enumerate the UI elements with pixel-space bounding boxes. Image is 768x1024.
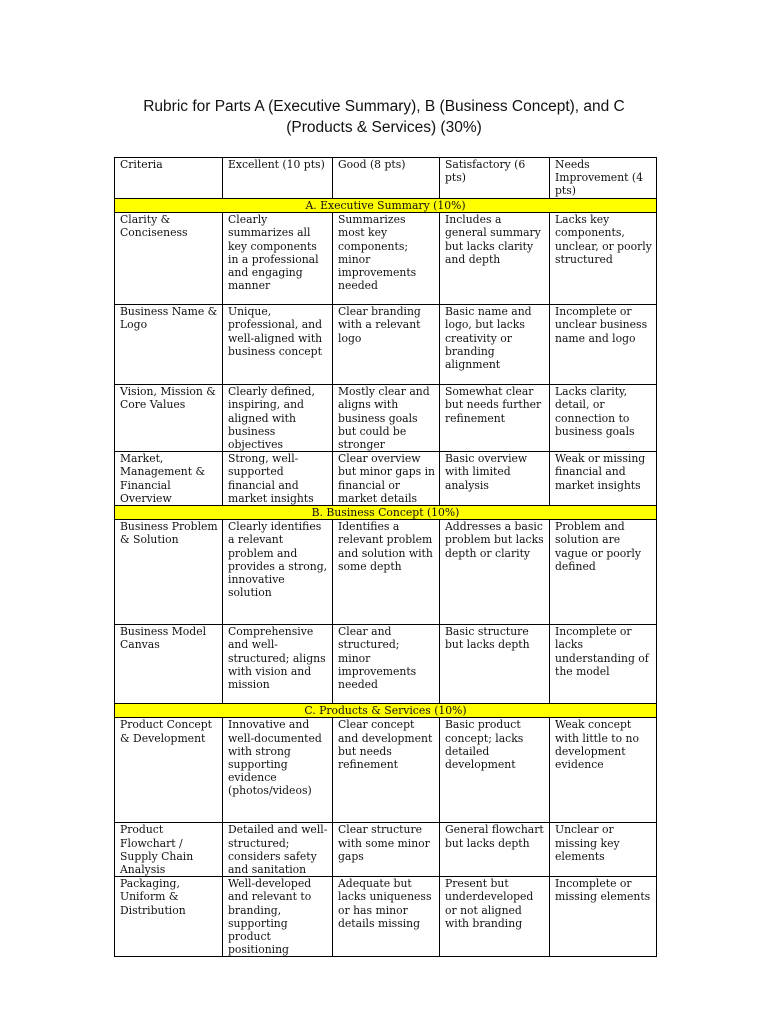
section-title: C. Products & Services (10%) — [115, 704, 657, 718]
satisfactory-cell: General flowchart but lacks depth — [440, 823, 550, 877]
satisfactory-cell: Basic name and logo, but lacks creativity or branding alignment — [440, 305, 550, 385]
table-row — [115, 452, 657, 506]
criteria-cell: Packaging, Uniform & Distribution — [115, 877, 223, 957]
needs-improvement-cell: Lacks clarity, detail, or connection to business goals — [550, 385, 657, 452]
header-needs-improvement: Needs Improvement (4 pts) — [550, 158, 657, 199]
good-cell: Clear and structured; minor improvements needed — [333, 625, 440, 704]
good-cell: Clear overview but minor gaps in financial or market details — [333, 452, 440, 506]
table-row — [115, 385, 657, 452]
criteria-cell: Business Model Canvas — [115, 625, 223, 704]
table-row — [115, 520, 657, 625]
excellent-cell: Clearly defined, inspiring, and aligned with business objectives — [223, 385, 333, 452]
header-row — [115, 158, 657, 199]
excellent-cell: Detailed and well-structured; considers safety and sanitation — [223, 823, 333, 877]
header-satisfactory: Satisfactory (6 pts) — [440, 158, 550, 199]
needs-improvement-cell: Problem and solution are vague or poorly defined — [550, 520, 657, 625]
rubric-table — [114, 157, 657, 957]
needs-improvement-cell: Weak or missing financial and market insights — [550, 452, 657, 506]
header-criteria: Criteria — [115, 158, 223, 199]
satisfactory-cell: Basic overview with limited analysis — [440, 452, 550, 506]
excellent-cell: Well-developed and relevant to branding, supporting product positioning — [223, 877, 333, 957]
excellent-cell: Unique, professional, and well-aligned with business concept — [223, 305, 333, 385]
table-row — [115, 625, 657, 704]
section-header-a — [115, 199, 657, 213]
title-line-2: (Products & Services) (30%) — [286, 119, 482, 136]
needs-improvement-cell: Incomplete or unclear business name and logo — [550, 305, 657, 385]
needs-improvement-cell: Incomplete or lacks understanding of the model — [550, 625, 657, 704]
satisfactory-cell: Basic structure but lacks depth — [440, 625, 550, 704]
table-row — [115, 718, 657, 823]
good-cell: Clear structure with some minor gaps — [333, 823, 440, 877]
table-row — [115, 213, 657, 305]
criteria-cell: Business Problem & Solution — [115, 520, 223, 625]
good-cell: Summarizes most key components; minor improvements needed — [333, 213, 440, 305]
good-cell: Adequate but lacks uniqueness or has minor details missing — [333, 877, 440, 957]
table-row — [115, 823, 657, 877]
excellent-cell: Clearly summarizes all key components in a professional and engaging manner — [223, 213, 333, 305]
good-cell: Clear concept and development but needs refinement — [333, 718, 440, 823]
good-cell: Identifies a relevant problem and solution with some depth — [333, 520, 440, 625]
satisfactory-cell: Addresses a basic problem but lacks depth or clarity — [440, 520, 550, 625]
header-excellent: Excellent (10 pts) — [223, 158, 333, 199]
excellent-cell: Clearly identifies a relevant problem and provides a strong, innovative solution — [223, 520, 333, 625]
header-good: Good (8 pts) — [333, 158, 440, 199]
section-header-c — [115, 704, 657, 718]
criteria-cell: Vision, Mission & Core Values — [115, 385, 223, 452]
needs-improvement-cell: Lacks key components, unclear, or poorly structured — [550, 213, 657, 305]
section-header-b — [115, 506, 657, 520]
criteria-cell: Product Flowchart / Supply Chain Analysis — [115, 823, 223, 877]
table-row — [115, 305, 657, 385]
criteria-cell: Business Name & Logo — [115, 305, 223, 385]
good-cell: Clear branding with a relevant logo — [333, 305, 440, 385]
criteria-cell: Clarity & Conciseness — [115, 213, 223, 305]
excellent-cell: Innovative and well-documented with strong supporting evidence (photos/videos) — [223, 718, 333, 823]
needs-improvement-cell: Unclear or missing key elements — [550, 823, 657, 877]
satisfactory-cell: Basic product concept; lacks detailed development — [440, 718, 550, 823]
criteria-cell: Market, Management & Financial Overview — [115, 452, 223, 506]
satisfactory-cell: Present but underdeveloped or not aligned with branding — [440, 877, 550, 957]
satisfactory-cell: Includes a general summary but lacks clarity and depth — [440, 213, 550, 305]
good-cell: Mostly clear and aligns with business goals but could be stronger — [333, 385, 440, 452]
satisfactory-cell: Somewhat clear but needs further refinement — [440, 385, 550, 452]
title-line-1: Rubric for Parts A (Executive Summary), B (Business Concept), and C — [143, 98, 625, 115]
table-row — [115, 877, 657, 957]
document-title — [100, 96, 668, 138]
excellent-cell: Strong, well-supported financial and market insights — [223, 452, 333, 506]
criteria-cell: Product Concept & Development — [115, 718, 223, 823]
section-title: B. Business Concept (10%) — [115, 506, 657, 520]
section-title: A. Executive Summary (10%) — [115, 199, 657, 213]
needs-improvement-cell: Incomplete or missing elements — [550, 877, 657, 957]
excellent-cell: Comprehensive and well-structured; aligns with vision and mission — [223, 625, 333, 704]
needs-improvement-cell: Weak concept with little to no development evidence — [550, 718, 657, 823]
